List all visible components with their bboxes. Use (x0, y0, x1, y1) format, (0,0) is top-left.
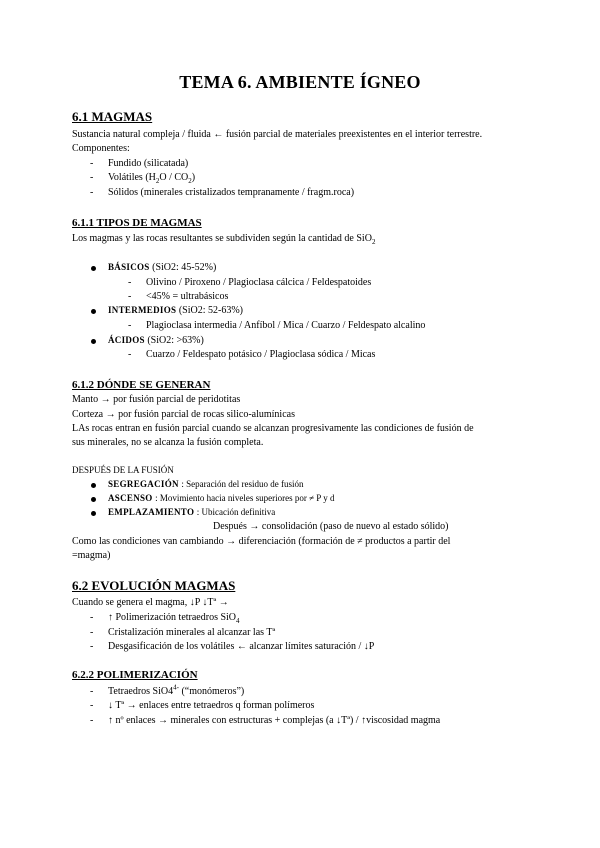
magmas-definition: Sustancia natural compleja / fluida ← fusión parcial de materiales preexistentes en el interior terrestre. (72, 129, 483, 140)
list-item: Volátiles $(H_2O / CO_2)$ (108, 172, 196, 185)
list-dash: - (90, 612, 94, 623)
list-item: Plagioclasa intermedia / Anfíbol / Mica / Cuarzo / Feldespato alcalino (146, 320, 426, 331)
heading-tipos-magmas: 6.1.1 TIPOS DE MAGMAS (72, 217, 202, 229)
consolidacion-line: Después → consolidación (paso de nuevo al estado sólido) (213, 521, 449, 532)
heading-donde-se-generan: 6.1.2 DÓNDE SE GENERAN (72, 379, 211, 391)
diferenciacion-line-1: Como las condiciones van cambiando → diferenciación (formación de ≠ productos a partir del (72, 536, 451, 547)
diferenciacion-line-2: =magma) (72, 550, 111, 561)
after-fusion-label: DESPUÉS DE LA FUSIÓN (72, 465, 174, 475)
page-title: TEMA 6. AMBIENTE ÍGNEO (179, 72, 421, 92)
emplazamiento-line: EMPLAZAMIENTO : Ubicación definitiva (108, 507, 276, 517)
ascenso-line: ASCENSO : Movimiento hacia niveles superiores por ≠ P y d (108, 493, 335, 503)
list-dash: - (90, 715, 94, 726)
list-dash: - (90, 187, 94, 198)
corteza-line: Corteza → por fusión parcial de rocas silico-alumínicas (72, 409, 295, 420)
list-dash: - (90, 700, 94, 711)
basicos-line: BÁSICOS (SiO2: 45-52%) (108, 262, 217, 273)
list-dash: - (90, 627, 94, 638)
list-item: ↑ Polimerización tetraedros SiO$_4$ (108, 612, 240, 625)
list-item: Olivino / Piroxeno / Plagioclasa cálcica / Feldespatoides (146, 277, 372, 288)
list-item: Sólidos (minerales cristalizados tempranamente / fragm.roca) (108, 187, 355, 198)
segregacion-line: SEGREGACIÓN : Separación del residuo de fusión (108, 479, 304, 489)
tipos-intro: Los magmas y las rocas resultantes se subdividen según la cantidad de SiO$_2$ (72, 233, 376, 246)
list-dash: - (128, 349, 132, 360)
bullet-icon (91, 511, 96, 516)
list-dash: - (90, 641, 94, 652)
components-label: Componentes: (72, 143, 130, 154)
bullet-icon (91, 339, 96, 344)
heading-evolucion-magmas: 6.2 EVOLUCIÓN MAGMAS (72, 578, 236, 593)
list-item: ↓ Tª → enlaces entre tetraedros q forman polímeros (108, 700, 315, 711)
fusion-line-1: LAs rocas entran en fusión parcial cuando se alcanzan progresivamente las condiciones de fusión de (72, 423, 474, 434)
list-item: Fundido (silicatada) (108, 158, 189, 169)
list-item: Tetraedros $SiO4^{4-}$ (“monómeros”) (108, 683, 245, 697)
list-item: Cuarzo / Feldespato potásico / Plagioclasa sódica / Micas (146, 349, 376, 360)
list-dash: - (128, 291, 132, 302)
list-dash: - (90, 158, 94, 169)
list-item: ↑ nº enlaces → minerales con estructuras + complejas (a ↓Tª) / ↑viscosidad magma (108, 715, 441, 726)
list-item: Cristalización minerales al alcanzar las Tª (108, 627, 276, 638)
evolucion-intro: Cuando se genera el magma, ↓P ↓Tª → (72, 597, 229, 608)
manto-line: Manto → por fusión parcial de peridotitas (72, 394, 241, 405)
bullet-icon (91, 266, 96, 271)
bullet-icon (91, 483, 96, 488)
fusion-line-2: sus minerales, no se alcanza la fusión completa. (72, 437, 264, 448)
bullet-icon (91, 497, 96, 502)
list-item: Desgasificación de los volátiles ← alcanzar límites saturación / ↓P (108, 641, 375, 652)
list-dash: - (128, 320, 132, 331)
acidos-line: ÁCIDOS (SiO2: >63%) (108, 335, 204, 346)
heading-polimerizacion: 6.2.2 POLIMERIZACIÓN (72, 669, 198, 681)
intermedios-line: INTERMEDIOS (SiO2: 52-63%) (108, 305, 243, 316)
list-dash: - (90, 686, 94, 697)
list-item: <45% = ultrabásicos (146, 291, 229, 302)
list-dash: - (90, 172, 94, 183)
bullet-icon (91, 309, 96, 314)
list-dash: - (128, 277, 132, 288)
heading-magmas: 6.1 MAGMAS (72, 109, 153, 124)
